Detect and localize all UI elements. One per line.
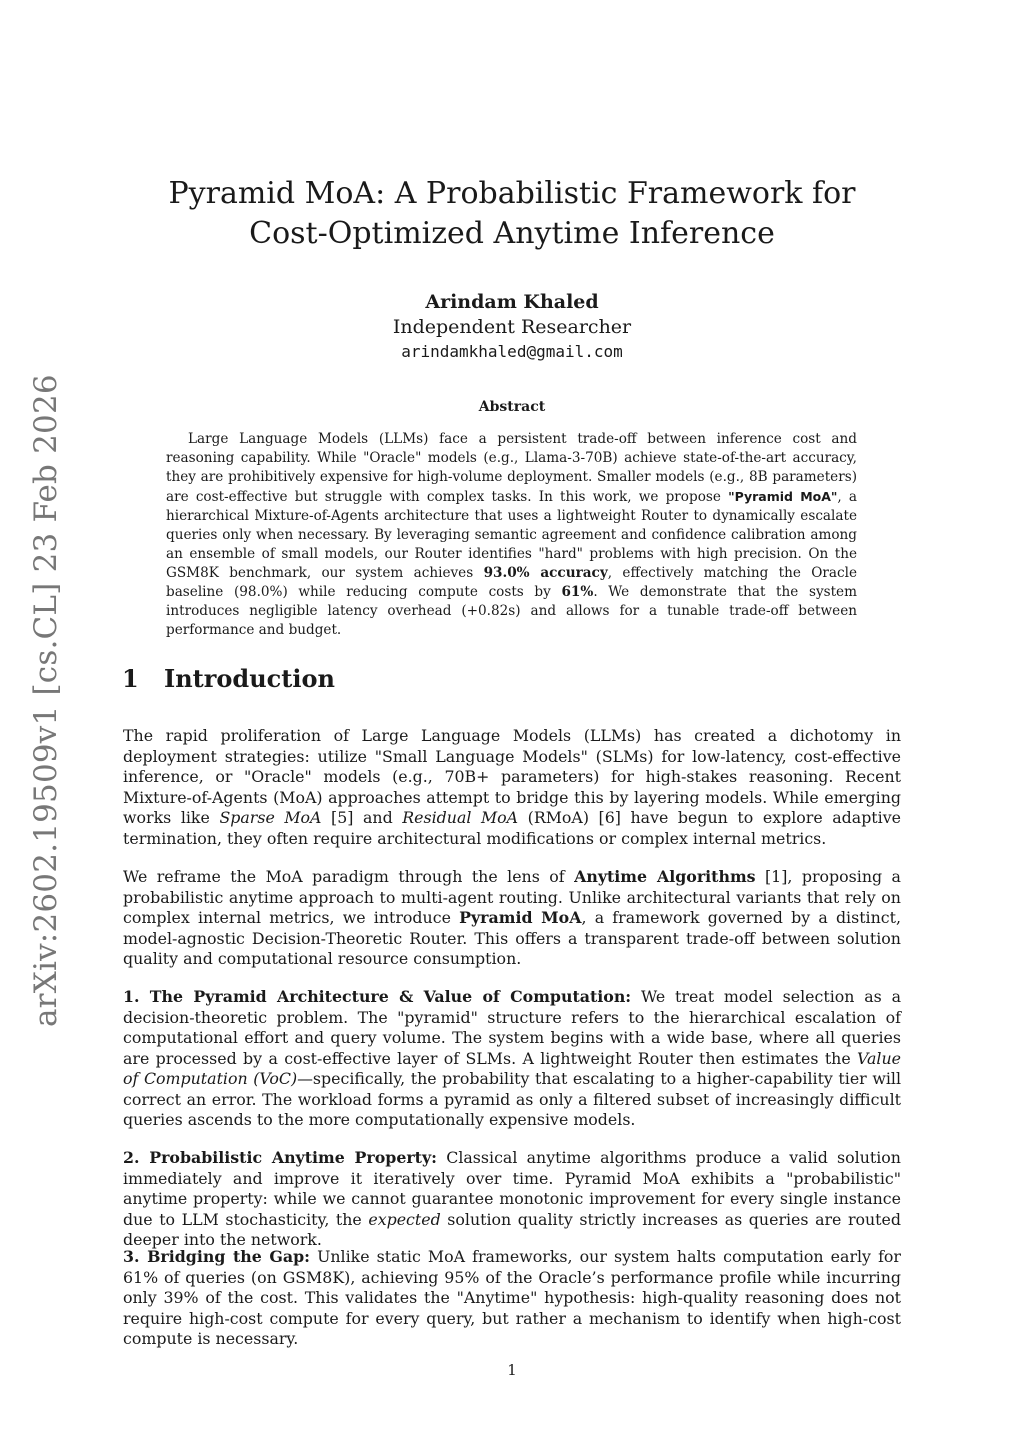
paragraph-italic: expected (368, 1209, 441, 1229)
paragraph-italic: Sparse MoA (219, 808, 322, 827)
author-email: arindamkhaled@gmail.com (401, 342, 623, 361)
paragraph-italic: Residual MoA (402, 808, 519, 827)
paper-title (0, 174, 1024, 254)
paragraph-text: (RMoA) [6] have begun to explore adaptive termination, they often require architectural modifications or complex internal metrics. (123, 808, 901, 848)
paragraph-bold: Pyramid MoA (459, 908, 582, 927)
paragraph-text: Classical anytime algorithms produce a valid solution immediately and improve it iteratively over time. Pyramid MoA exhibits a "probabilistic" anytime property: while we cannot guarantee monotonic improvement for every single instance due to LLM stochasticity, the (123, 1148, 901, 1229)
title-line-1: Pyramid MoA: A Probabilistic Framework for (168, 176, 856, 211)
paragraph-text: [1], proposing a probabilistic anytime approach to multi-agent routing. Unlike architectural variants that rely on complex internal metrics, we introduce (123, 867, 901, 927)
abstract-text: . We demonstrate that the system introduces negligible latency overhead (+0.82s) and allows for a tunable trade-off between performance and budget. (166, 584, 857, 638)
page-number: 1 (507, 1361, 517, 1379)
paragraph-text: The rapid proliferation of Large Language Models (LLMs) has created a dichotomy in deployment strategies: utilize "Small Language Models" (SLMs) for low-latency, cost-effective inference, or "Oracle" models (e.g., 70B+ parameters) for high-stakes reasoning. Recent Mixture-of-Agents (MoA) approaches attempt to bridge this by layering models. While emerging works like (123, 726, 901, 827)
abstract-text: , a hierarchical Mixture-of-Agents architecture that uses a lightweight Router to dynamically escalate queries only when necessary. By leveraging semantic agreement and confidence calibration among an ensemble of small models, our Router identifies "hard" problems with high precision. On the GSM8K benchmark, our system achieves (166, 489, 858, 581)
paragraph (123, 1148, 901, 1251)
paragraph-bold: 2. Probabilistic Anytime Property: (123, 1148, 437, 1167)
abstract-text: , effectively matching the Oracle baseline (98.0%) while reducing compute costs by (166, 565, 857, 600)
paragraph (123, 726, 901, 849)
paragraph-bold: 1. The Pyramid Architecture & Value of Computation: (123, 987, 632, 1006)
section-number: 1 (122, 664, 139, 693)
paragraph-text: solution quality strictly increases as queries are routed deeper into the network. (123, 1209, 901, 1249)
paragraph-italic: Value of Computation (VoC) (123, 1048, 901, 1088)
paragraph-bold: Anytime Algorithms (574, 867, 756, 886)
paragraph-text: We treat model selection as a decision-theoretic problem. The "pyramid" structure refers to the hierarchical escalation of computational effort and query volume. The system begins with a wide base, where all queries are processed by a cost-effective layer of SLMs. A lightweight Router then estimates the (123, 987, 901, 1068)
section-title: Introduction (164, 664, 335, 693)
paragraph-bold: 3. Bridging the Gap: (123, 1247, 310, 1266)
arxiv-stamp: arXiv:2602.19509v1 [cs.CL] 23 Feb 2026 (28, 374, 64, 1027)
author-name: Arindam Khaled (425, 291, 599, 313)
paragraph (123, 1247, 901, 1350)
author-affiliation: Independent Researcher (392, 316, 632, 338)
abstract-bold: "Pyramid MoA" (728, 489, 838, 504)
paragraph (123, 987, 901, 1131)
paragraph-text: Unlike static MoA frameworks, our system halts computation early for 61% of queries (on GSM8K), achieving 95% of the Oracle’s performance profile while incurring only 39% of the cost. This validates the "Anytime" hypothesis: high-quality reasoning does not require high-cost compute for every query, but rather a mechanism to identify when high-cost compute is necessary. (123, 1247, 901, 1348)
paragraph-text: We reframe the MoA paradigm through the lens of (123, 867, 575, 886)
paragraph-text: —specifically, the probability that escalating to a higher-capability tier will correct an error. The workload forms a pyramid as only a filtered subset of increasingly difficult queries ascends to the more computationally expensive models. (123, 1069, 901, 1129)
abstract-text: Large Language Models (LLMs) face a persistent trade-off between inference cost and reasoning capability. While "Oracle" models (e.g., Llama-3-70B) achieve state-of-the-art accuracy, they are prohibitively expensive for high-volume deployment. Smaller models (e.g., 8B parameters) are cost-effective but struggle with complex tasks. In this work, we propose (166, 431, 857, 505)
section-heading (122, 663, 335, 695)
abstract-body (166, 430, 857, 640)
abstract-bold: 93.0% accuracy (483, 565, 608, 581)
title-line-2: Cost-Optimized Anytime Inference (249, 216, 775, 251)
paragraph-text: [5] and (321, 808, 403, 827)
abstract-heading: Abstract (478, 399, 546, 415)
abstract-bold: 61% (561, 584, 594, 600)
paragraph-text: , a framework governed by a distinct, model-agnostic Decision-Theoretic Router. This offers a transparent trade-off between solution quality and computational resource consumption. (123, 908, 902, 968)
paragraph (123, 867, 901, 970)
